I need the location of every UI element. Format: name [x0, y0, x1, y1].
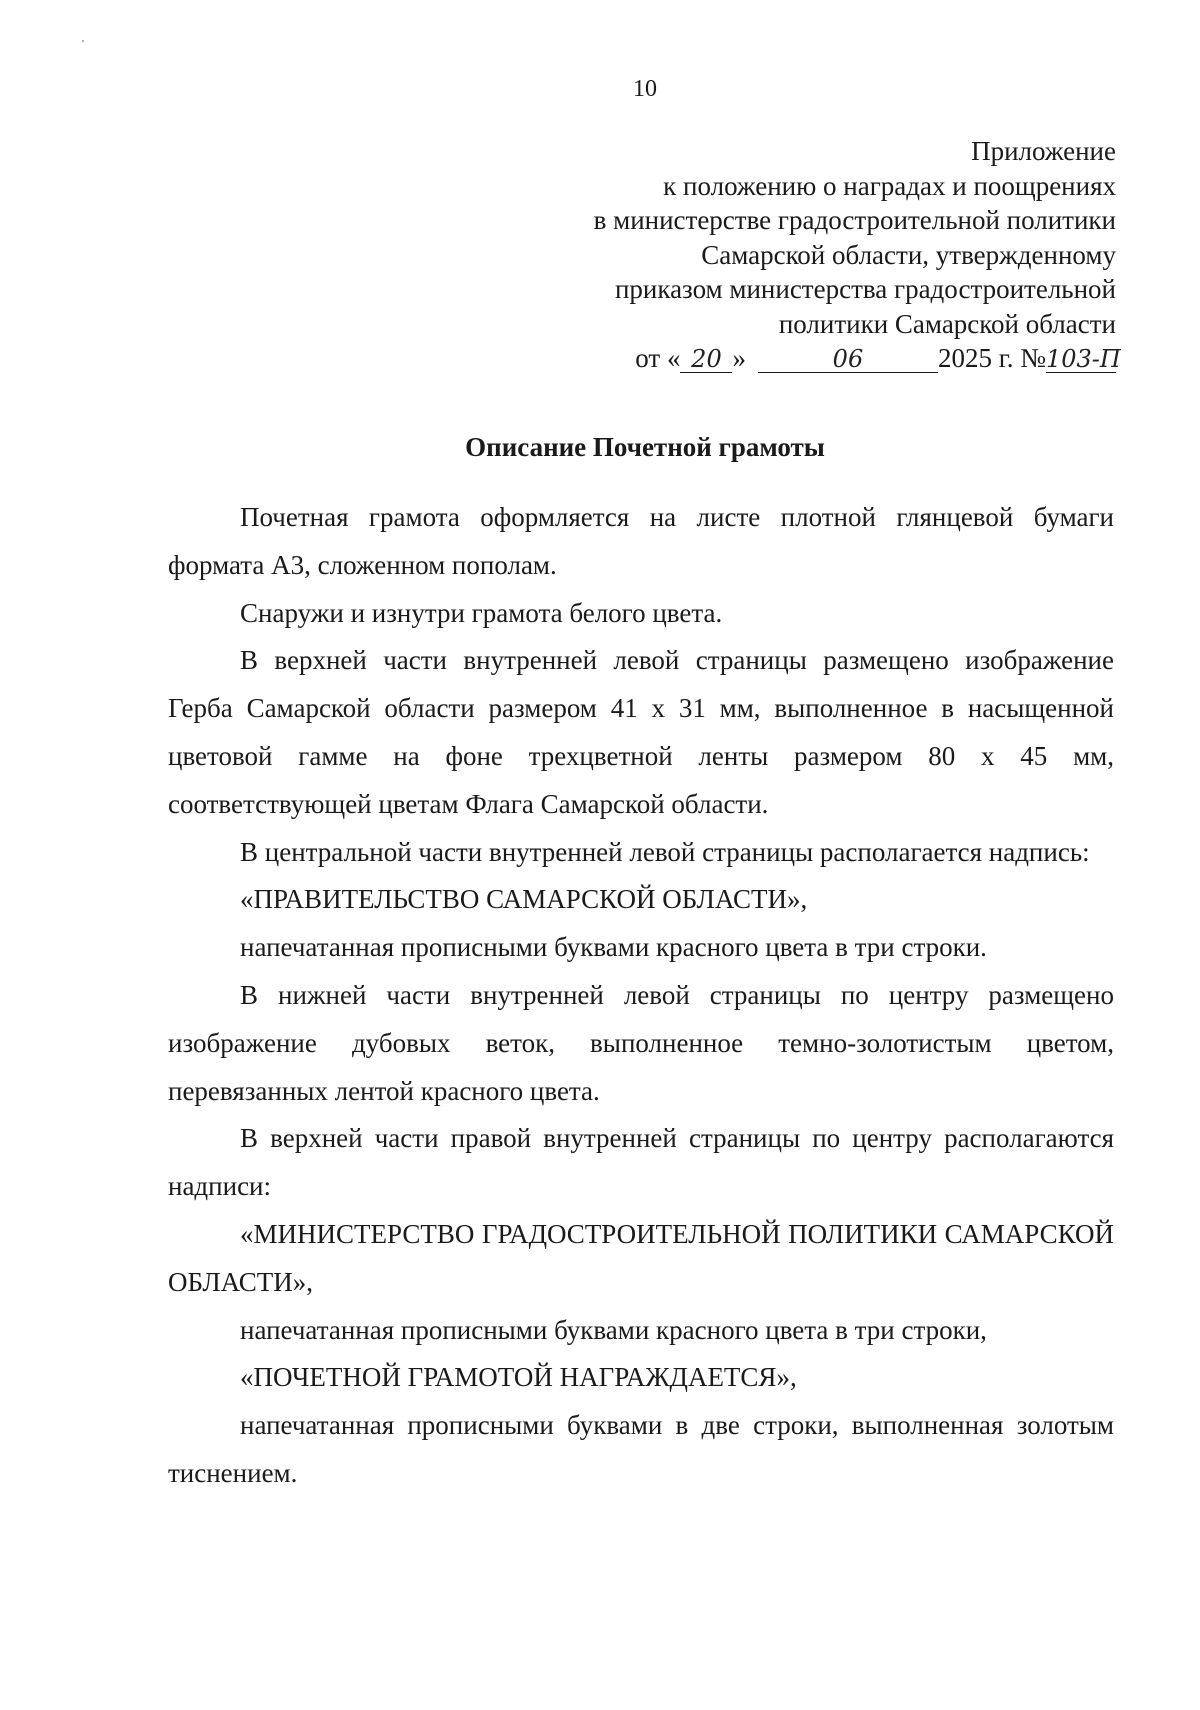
quoted-inscription: «ПРАВИТЕЛЬСТВО САМАРСКОЙ ОБЛАСТИ», — [240, 884, 808, 915]
quoted-inscription: «МИНИСТЕРСТВО ГРАДОСТРОИТЕЛЬНОЙ ПОЛИТИКИ САМАРСКОЙ ОБЛАСТИ», — [168, 1218, 1114, 1297]
handwritten-day: 20 — [680, 346, 732, 373]
paragraph: Почетная грамота оформляется на листе плотной глянцевой бумаги формата А3, сложенном пополам. — [168, 502, 1114, 580]
paragraph: В верхней части правой внутренней страницы по центру располагаются надписи: — [168, 1123, 1114, 1202]
scan-speck — [82, 40, 84, 42]
handwritten-doc-number: 103-П — [1046, 345, 1121, 373]
appendix-header — [476, 134, 1121, 376]
document-title: Описание Почетной грамоты — [465, 432, 825, 462]
paragraph: Снаружи и изнутри грамота белого цвета. — [240, 597, 723, 628]
quoted-inscription: «ПОЧЕТНОЙ ГРАМОТОЙ НАГРАЖДАЕТСЯ», — [240, 1362, 797, 1393]
paragraph: В центральной части внутренней левой страницы располагается надпись: — [240, 836, 1090, 867]
date-prefix: от « — [635, 343, 681, 373]
paragraph: В верхней части внутренней левой страницы размещено изображение Герба Самарской области размером 41 х 31 мм, выполненное в насыщенной цветовой гамме на фоне трехцветной ленты размером 80 х 45 мм, соответствующей цветам Флага Самарской области. — [168, 645, 1114, 819]
appendix-line: в министерстве градостроительной политики — [593, 205, 1116, 235]
paragraph: напечатанная прописными буквами красного цвета в три строки, — [240, 1314, 987, 1345]
date-year: 2025 г. № — [937, 343, 1046, 373]
date-close-quote: » — [732, 343, 746, 373]
appendix-line: Приложение — [971, 136, 1116, 166]
document-body — [168, 494, 1114, 1498]
appendix-line: политики Самарской области — [778, 308, 1116, 339]
appendix-line: Самарской области, утвержденному — [701, 239, 1116, 270]
paragraph: напечатанная прописными буквами красного цвета в три строки. — [240, 932, 987, 963]
handwritten-month: 06 — [758, 346, 938, 373]
paragraph: напечатанная прописными буквами в две строки, выполненная золотым тиснением. — [168, 1410, 1114, 1488]
appendix-line: приказом министерства градостроительной — [614, 274, 1116, 304]
page-number: 10 — [633, 76, 657, 102]
paragraph: В нижней части внутренней левой страницы по центру размещено изображение дубовых веток, выполненное темно-золотистым цветом, перевязанных лентой красного цвета. — [168, 979, 1114, 1106]
appendix-line: к положению о наградах и поощрениях — [663, 170, 1116, 201]
order-date-line — [476, 341, 1121, 376]
